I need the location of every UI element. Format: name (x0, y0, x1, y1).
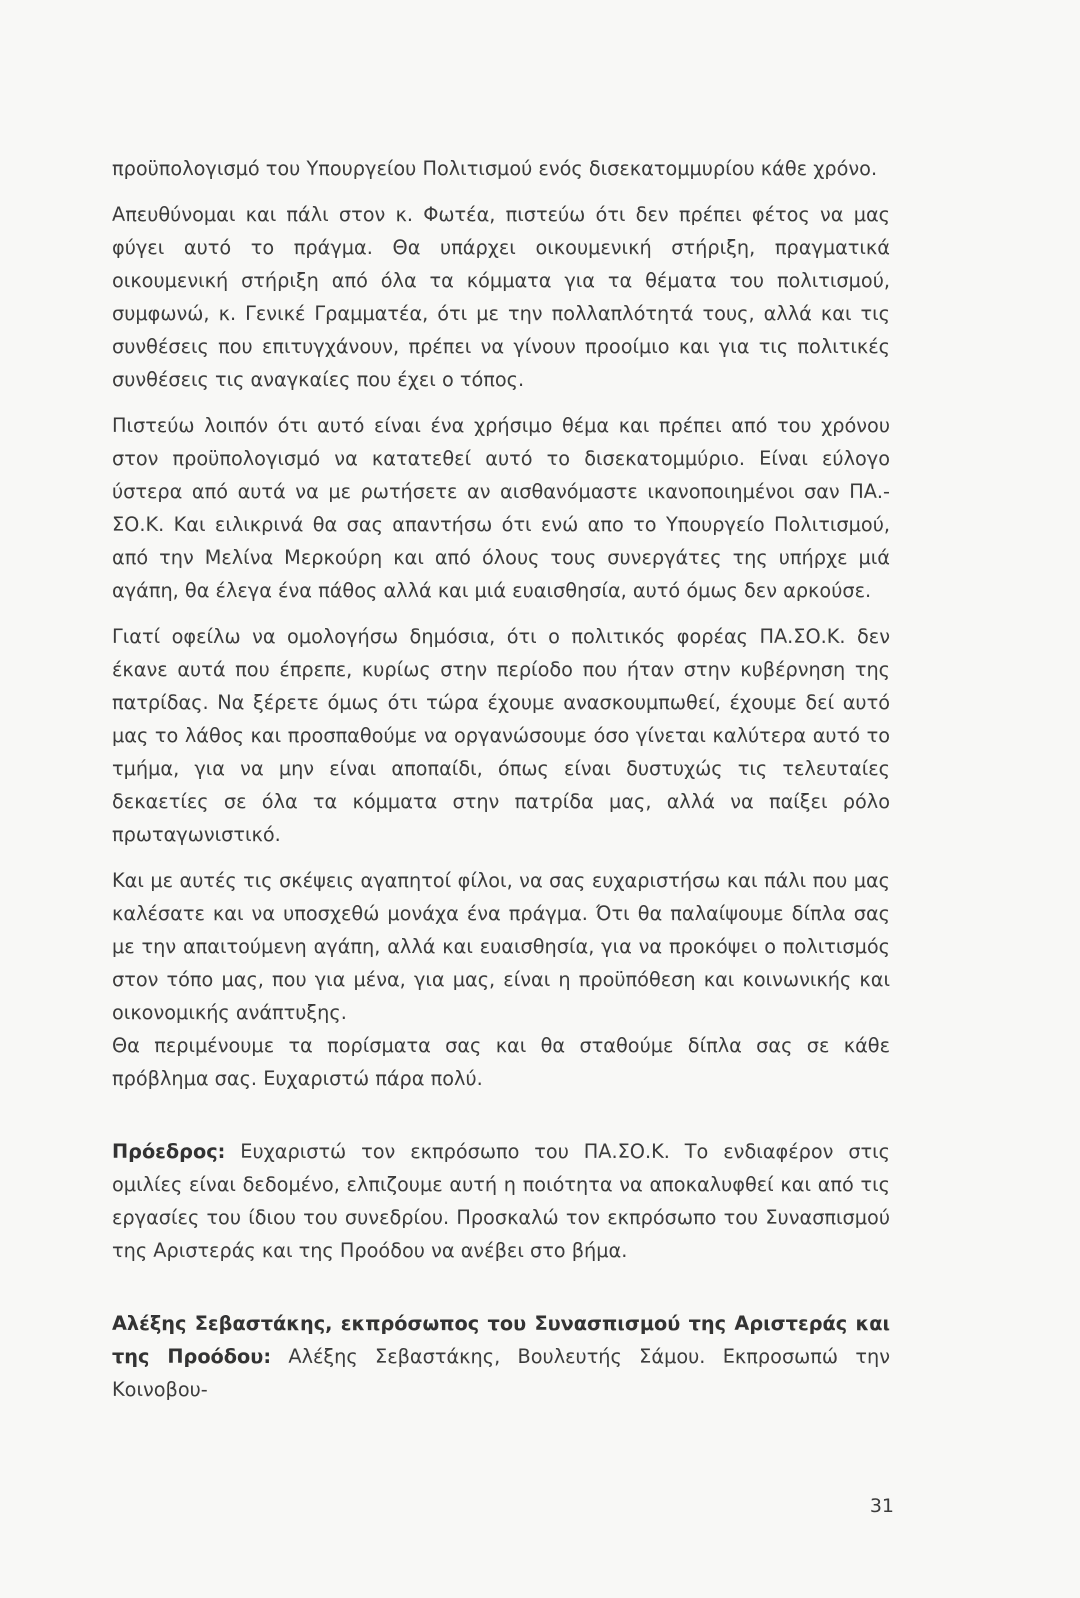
paragraph-text: Ευχαριστώ τον εκπρόσωπο του ΠΑ.ΣΟ.Κ. Το ενδιαφέρον στις ομιλίες είναι δεδομένο, ελπιζουμε αυτή η ποιότητα να αποκαλυφθεί και από τις εργασίες του ίδιου του συνεδρίου. Προσκαλώ τον εκπρόσωπο του Συνασπισμού της Αριστεράς και της Προόδου να ανέβει στο βήμα. (112, 1140, 890, 1262)
paragraph-text: Πιστεύω λοιπόν ότι αυτό είναι ένα χρήσιμο θέμα και πρέπει από του χρόνου στον προϋπολογισμό να κατατεθεί αυτό το δισεκατομμύριο. Είναι εύλογο ύστερα από αυτά να με ρωτήσετε αν αισθανόμαστε ικανοποιημένοι σαν ΠΑ.-ΣΟ.Κ. Και ειλικρινά θα σας απαντήσω ότι ενώ απο το Υπουργείο Πολιτισμού, από την Μελίνα Μερκούρη και από όλους τους συνεργάτες της υπήρχε μιά αγάπη, θα έλεγα ένα πάθος αλλά και μιά ευαισθησία, αυτό όμως δεν αρκούσε. (112, 414, 890, 602)
paragraph-text: Αλέξης Σεβαστάκης, Βουλευτής Σάμου. Εκπροσωπώ την Κοινοβου- (112, 1345, 890, 1401)
speaker-paragraph (112, 1135, 890, 1267)
speaker-label: Αλέξης Σεβαστάκης, εκπρόσωπος του Συνασπισμού της Αριστεράς και της Προόδου: (112, 1312, 890, 1368)
speaker-paragraph (112, 1307, 890, 1406)
paragraph (112, 620, 890, 851)
paragraph-text: Θα περιμένουμε τα πορίσματα σας και θα σταθούμε δίπλα σας σε κάθε πρόβλημα σας. Ευχαριστώ πάρα πολύ. (112, 1034, 890, 1090)
paragraph (112, 198, 890, 396)
speaker-label: Πρόεδρος: (112, 1140, 226, 1163)
page-number: 31 (869, 1495, 894, 1517)
paragraph (112, 1029, 890, 1095)
paragraph (112, 864, 890, 1029)
paragraph (112, 152, 890, 185)
paragraph-text: Και με αυτές τις σκέψεις αγαπητοί φίλοι, να σας ευχαριστήσω και πάλι που μας καλέσατε και να υποσχεθώ μονάχα ένα πράγμα. Ότι θα παλαίψουμε δίπλα σας με την απαιτούμενη αγάπη, αλλά και ευαισθησία, για να προκόψει ο πολιτισμός στον τόπο μας, που για μένα, για μας, είναι η προϋπόθεση και κοινωνικής και οικονομικής ανάπτυξης. (112, 869, 890, 1024)
body-text (112, 152, 890, 1419)
paragraph-text: Απευθύνομαι και πάλι στον κ. Φωτέα, πιστεύω ότι δεν πρέπει φέτος να μας φύγει αυτό το πράγμα. Θα υπάρχει οικουμενική στήριξη, πραγματικά οικουμενική στήριξη από όλα τα κόμματα για τα θέματα του πολιτισμού, συμφωνώ, κ. Γενικέ Γραμματέα, ότι με την πολλαπλότητά τους, αλλά και τις συνθέσεις που επιτυγχάνουν, πρέπει να γίνουν προοίμιο και για τις πολιτικές συνθέσεις τις αναγκαίες που έχει ο τόπος. (112, 203, 890, 391)
paragraph (112, 409, 890, 607)
paragraph-text: Γιατί οφείλω να ομολογήσω δημόσια, ότι ο πολιτικός φορέας ΠΑ.ΣΟ.Κ. δεν έκανε αυτά που έπρεπε, κυρίως στην περίοδο που ήταν στην κυβέρνηση της πατρίδας. Να ξέρετε όμως ότι τώρα έχουμε ανασκουμπωθεί, έχουμε δεί αυτό μας το λάθος και προσπαθούμε να οργανώσουμε όσο γίνεται καλύτερα αυτό το τμήμα, για να μην είναι αποπαίδι, όπως είναι δυστυχώς τις τελευταίες δεκαετίες σε όλα τα κόμματα στην πατρίδα μας, αλλά να παίξει ρόλο πρωταγωνιστικό. (112, 625, 890, 846)
paragraph-text: προϋπολογισμό του Υπουργείου Πολιτισμού ενός δισεκατομμυρίου κάθε χρόνο. (112, 157, 878, 180)
